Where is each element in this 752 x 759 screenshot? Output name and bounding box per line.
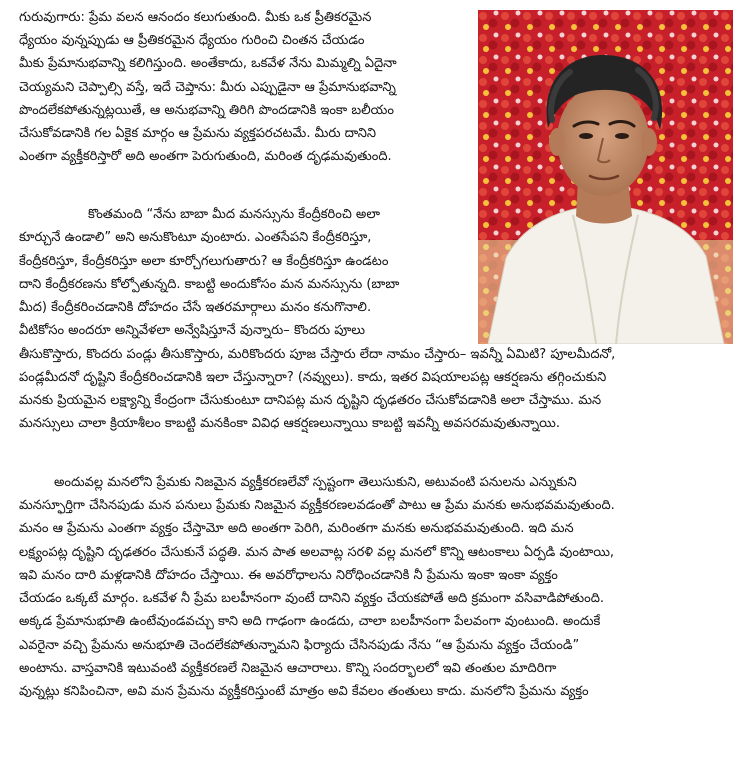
portrait-photo [478,10,733,344]
text-line: తీసుకొస్తారు, కొందరు పండ్లు తీసుకొస్తారు, మరికొందరు పూజ చేస్తారు లేదా నామం చేస్తారు– ఇవన్నీ ఏమిటి? పూలమీదనో, [19,347,616,362]
text-line: పండ్లమీదనో దృష్టిని కేంద్రీకరించడానికి ఇలా చేస్తున్నారా? (నవ్వులు). కాదు, ఇతర విషయాలపట్ల ఆకర్షణను తగ్గించుకుని [19,370,607,385]
text-line: వున్నట్లు కనిపించినా, అవి మన ప్రేమను వ్యక్తీకరిస్తుంటే మాత్రం అవి కేవలం తంతులు కాదు. మనలోని ప్రేమను వ్యక్తం [19,684,589,699]
text-line: చేసుకోవడానికి గల ఏకైక మార్గం ఆ ప్రేమను వ్యక్తపరచటమే. మీరు దానిని [19,126,377,141]
text-line: కొంతమంది “నేను బాబా మీద మనస్సును కేంద్రీకరించి అలా [88,207,380,222]
text-line: అంటాను. వాస్తవానికి ఇటువంటి వ్యక్తీకరణలే నిజమైన ఆచారాలు. కొన్ని సందర్భాలలో ఇవి తంతుల మాదిరిగా [19,661,557,676]
text-line: గురువుగారు: ప్రేమ వలన ఆనందం కలుగుతుంది. మీకు ఒక ప్రీతికరమైన [19,10,372,25]
text-line: మనకు ప్రియమైన లక్ష్యాన్ని కేంద్రంగా చేసుకుంటూ దానిపట్ల మన దృష్టిని దృఢతరం చేసుకోవడానికి అలా చేస్తాము. మన [19,393,602,408]
text-line: చేయడం ఒక్కటే మార్గం. ఒకవేళ నీ ప్రేమ బలహీనంగా వుంటే దానిని వ్యక్తం చేయకపోతే అది క్రమంగా వసివాడిపోతుంది. [19,591,605,606]
text-line: మనస్ఫూర్తిగా చేసినపుడు మన పనులు ప్రేమకు నిజమైన వ్యక్తీకరణలవడంతో పాటు ఆ ప్రేమ మనకు అనుభవమవుతుంది. [19,498,615,513]
text-line: వీటికోసం అందరూ అన్నివేళలా అన్వేషిస్తూనే వున్నారు– కొందరు పూలు [19,323,365,338]
text-line: అందువల్ల మనలోని ప్రేమకు నిజమైన వ్యక్తీకరణలేవో స్పష్టంగా తెలుసుకుని, అటువంటి పనులను ఎన్నుకుని [54,475,577,490]
text-line: ధ్యేయం వున్నప్పుడు ఆ ప్రీతికరమైన ధ్యేయం గురించి చింతన చేయడం [19,33,365,48]
text-line: ఇవి మనం దారి మళ్లడానికి దోహదం చేస్తాయి. ఈ అవరోధాలను నిరోధించడానికి నీ ప్రేమను ఇంకా ఇంకా వ్యక్తం [19,568,558,583]
text-line: మీద) కేంద్రీకరించడానికి దోహదం చేసే ఇతరమార్గాలు మనం కనుగొనాలి. [19,300,372,315]
text-line: లక్ష్యంపట్ల దృష్టిని దృఢతరం చేసుకునే పద్ధతి. మన పాత అలవాట్ల సరళి వల్ల మనలో కొన్ని ఆటంకాలు ఏర్పడి వుంటాయి, [19,545,615,560]
text-line: అక్కడ ప్రేమానుభూతి ఉంటేవుండవచ్చు కాని అది గాఢంగా ఉండదు, చాలా బలహీనంగా పేలవంగా వుంటుంది. అందుకే [19,614,601,629]
text-line: మీకు ప్రేమానుభవాన్ని కలిగిస్తుంది. అంతేకాదు, ఒకవేళ నేను మిమ్మల్ని ఏదైనా [19,56,397,71]
text-line: మనస్సులు చాలా క్రియాశీలం కాబట్టి మనకింకా వివిధ ఆకర్షణలున్నాయి కాబట్టి ఇవన్నీ అవసరమవుతున్నాయి. [19,416,561,431]
text-line: చెయ్యమని చెప్పాల్సి వస్తే, ఇదే చెప్తాను: మీరు ఎప్పుడైనా ఆ ప్రేమానుభవాన్ని [19,80,396,95]
text-line: కూర్చునే ఉండాలి” అని అనుకొంటూ వుంటారు. ఎంతసేపని కేంద్రీకరిస్తూ, [19,230,372,245]
text-line: మనం ఆ ప్రేమను ఎంతగా వ్యక్తం చేస్తామో అది అంతగా పెరిగి, మరింతగా మనకు అనుభవమవుతుంది. ఇది మన [19,521,574,536]
text-line: కేంద్రీకరిస్తూ, కేంద్రీకరిస్తూ అలా కూర్చోగలుగుతారు? ఆ కేంద్రీకరిస్తూ ఉండటం [19,254,389,269]
text-line: దాని కేంద్రీకరణను కోల్పోతున్నది. కాబట్టి అందుకోసం మన మనస్సును (బాబా [19,277,400,292]
text-line: ఎంతగా వ్యక్తీకరిస్తారో అది అంతగా పెరుగుతుంది, మరింత దృఢమవుతుంది. [19,149,392,164]
text-line: ఎవరైనా వచ్చి ప్రేమను అనుభూతి చెందలేకపోతున్నామని ఫిర్యాదు చేసినపుడు నేను “ఆ ప్రేమను వ్యక్తం చేయండి” [19,638,580,653]
text-line: పొందలేకపోతున్నట్లయితే, ఆ అనుభవాన్ని తిరిగి పొందడానికి ఇంకా బలీయం [19,103,394,118]
portrait-illustration [478,10,733,344]
